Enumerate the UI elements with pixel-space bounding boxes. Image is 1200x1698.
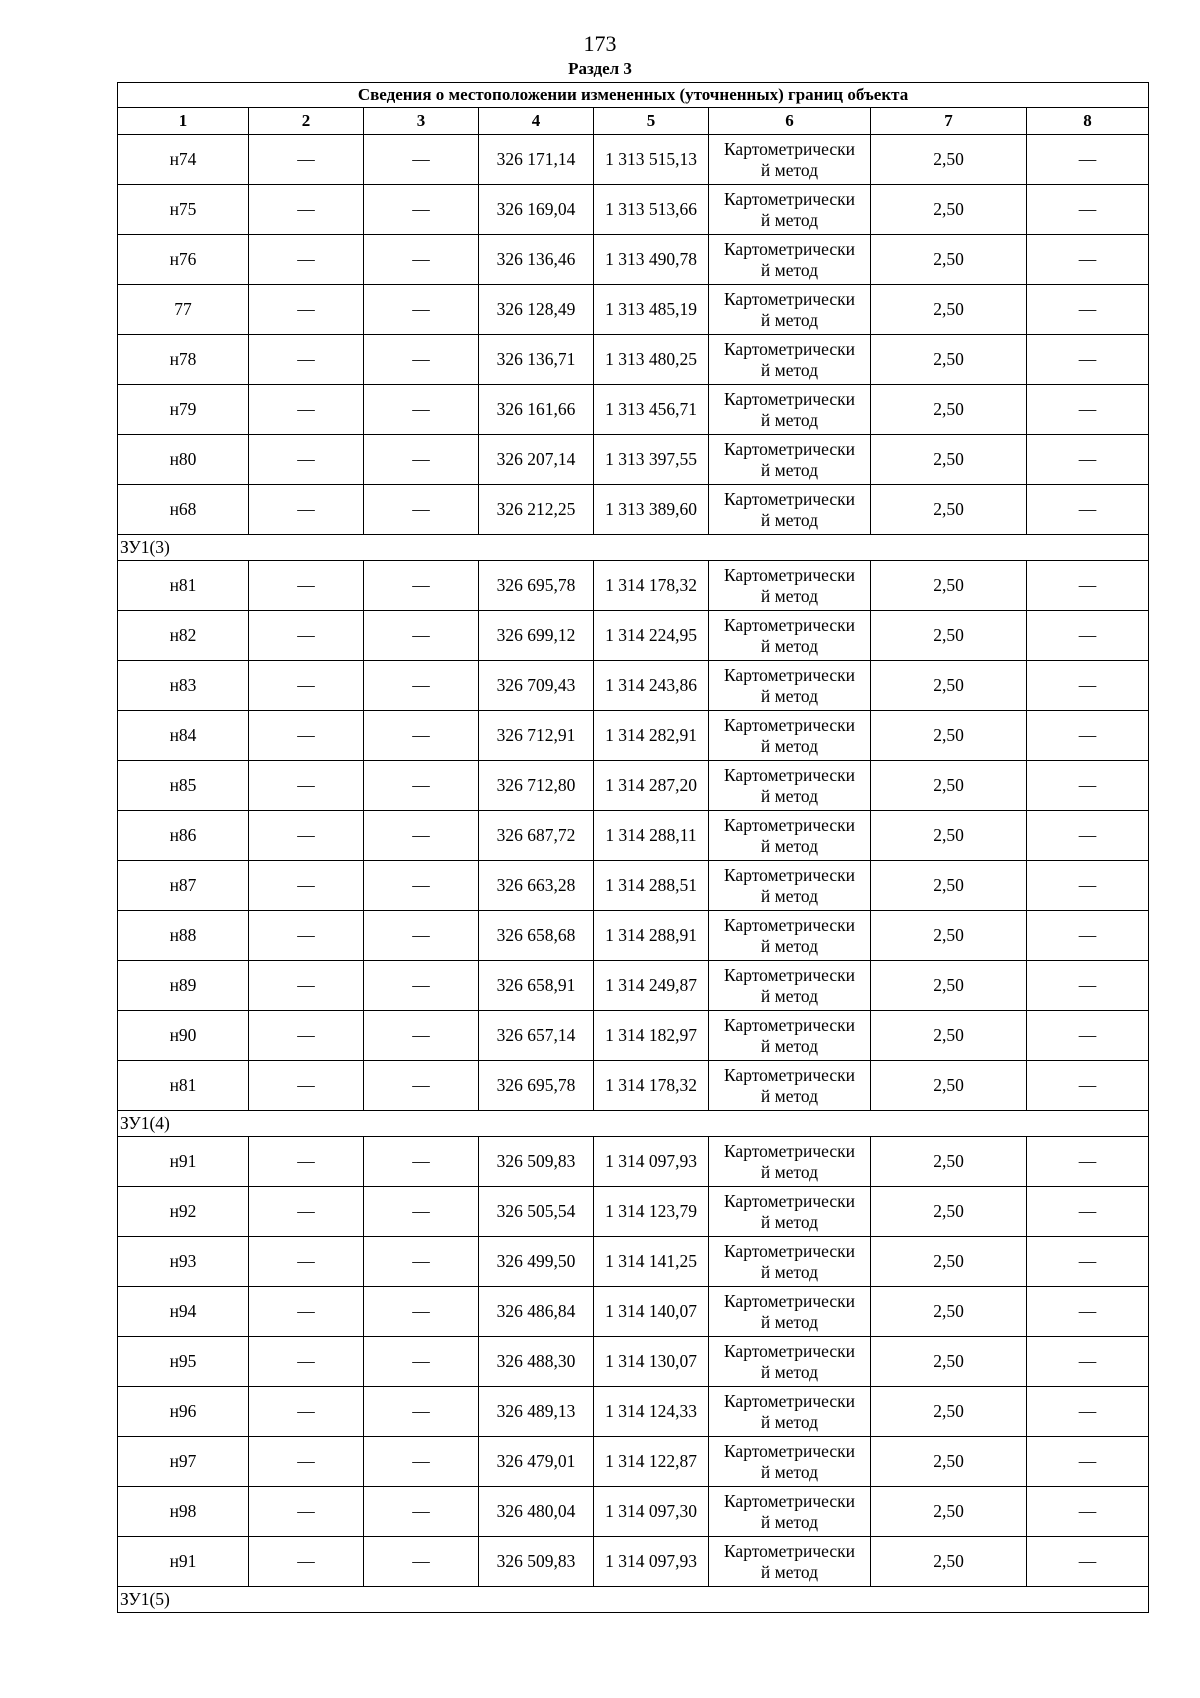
coord-y-cell: 1 314 097,93 — [594, 1537, 709, 1587]
table-row — [118, 811, 1149, 861]
point-name-cell: н90 — [118, 1011, 249, 1061]
point-name-cell: н89 — [118, 961, 249, 1011]
coord-y-cell: 1 313 485,19 — [594, 285, 709, 335]
accuracy-cell: 2,50 — [871, 485, 1027, 535]
method-cell: Картометрически й метод — [709, 811, 871, 861]
accuracy-cell: 2,50 — [871, 1437, 1027, 1487]
coord-y-cell: 1 314 288,51 — [594, 861, 709, 911]
dash-cell: — — [249, 911, 364, 961]
point-name-cell: н74 — [118, 135, 249, 185]
coord-x-cell: 326 136,71 — [479, 335, 594, 385]
dash-cell: — — [1027, 1537, 1149, 1587]
coord-x-cell: 326 695,78 — [479, 561, 594, 611]
dash-cell: — — [364, 761, 479, 811]
table-caption: Сведения о местоположении измененных (уточненных) границ объекта — [118, 83, 1149, 108]
dash-cell: — — [364, 385, 479, 435]
table-row — [118, 1011, 1149, 1061]
accuracy-cell: 2,50 — [871, 1387, 1027, 1437]
section-title: Раздел 3 — [568, 59, 632, 78]
column-number-cell: 7 — [871, 108, 1027, 135]
table-row — [118, 1387, 1149, 1437]
coord-y-cell: 1 314 287,20 — [594, 761, 709, 811]
dash-cell: — — [1027, 1061, 1149, 1111]
coord-x-cell: 326 161,66 — [479, 385, 594, 435]
dash-cell: — — [1027, 861, 1149, 911]
coord-x-cell: 326 207,14 — [479, 435, 594, 485]
table-row — [118, 185, 1149, 235]
point-name-cell: н76 — [118, 235, 249, 285]
coord-x-cell: 326 479,01 — [479, 1437, 594, 1487]
point-name-cell: н96 — [118, 1387, 249, 1437]
page-number: 173 — [583, 31, 617, 56]
method-cell: Картометрически й метод — [709, 435, 871, 485]
dash-cell: — — [1027, 385, 1149, 435]
coord-y-cell: 1 314 140,07 — [594, 1287, 709, 1337]
dash-cell: — — [249, 811, 364, 861]
coord-x-cell: 326 136,46 — [479, 235, 594, 285]
dash-cell: — — [1027, 1237, 1149, 1287]
method-cell: Картометрически й метод — [709, 1137, 871, 1187]
accuracy-cell: 2,50 — [871, 961, 1027, 1011]
accuracy-cell: 2,50 — [871, 761, 1027, 811]
dash-cell: — — [249, 861, 364, 911]
dash-cell: — — [249, 1387, 364, 1437]
dash-cell: — — [1027, 485, 1149, 535]
coord-y-cell: 1 314 224,95 — [594, 611, 709, 661]
dash-cell: — — [249, 1337, 364, 1387]
point-name-cell: н93 — [118, 1237, 249, 1287]
point-name-cell: н75 — [118, 185, 249, 235]
method-cell: Картометрически й метод — [709, 1061, 871, 1111]
dash-cell: — — [364, 1061, 479, 1111]
dash-cell: — — [249, 135, 364, 185]
column-number-cell: 8 — [1027, 108, 1149, 135]
dash-cell: — — [1027, 1437, 1149, 1487]
dash-cell: — — [249, 661, 364, 711]
column-number-cell: 5 — [594, 108, 709, 135]
dash-cell: — — [1027, 561, 1149, 611]
table-row — [118, 911, 1149, 961]
coord-x-cell: 326 709,43 — [479, 661, 594, 711]
accuracy-cell: 2,50 — [871, 285, 1027, 335]
accuracy-cell: 2,50 — [871, 135, 1027, 185]
accuracy-cell: 2,50 — [871, 335, 1027, 385]
point-name-cell: н97 — [118, 1437, 249, 1487]
method-cell: Картометрически й метод — [709, 285, 871, 335]
dash-cell: — — [249, 235, 364, 285]
method-cell: Картометрически й метод — [709, 761, 871, 811]
method-cell: Картометрически й метод — [709, 485, 871, 535]
method-cell: Картометрически й метод — [709, 335, 871, 385]
point-name-cell: н81 — [118, 1061, 249, 1111]
column-number-cell: 4 — [479, 108, 594, 135]
accuracy-cell: 2,50 — [871, 861, 1027, 911]
dash-cell: — — [1027, 1487, 1149, 1537]
table-row — [118, 1437, 1149, 1487]
dash-cell: — — [1027, 185, 1149, 235]
table-row — [118, 1287, 1149, 1337]
accuracy-cell: 2,50 — [871, 1487, 1027, 1537]
table-row — [118, 861, 1149, 911]
dash-cell: — — [1027, 661, 1149, 711]
accuracy-cell: 2,50 — [871, 1237, 1027, 1287]
method-cell: Картометрически й метод — [709, 185, 871, 235]
dash-cell: — — [364, 661, 479, 711]
coord-y-cell: 1 314 097,93 — [594, 1137, 709, 1187]
coord-y-cell: 1 314 288,91 — [594, 911, 709, 961]
dash-cell: — — [364, 711, 479, 761]
coord-x-cell: 326 128,49 — [479, 285, 594, 335]
table-row — [118, 961, 1149, 1011]
table-row — [118, 1187, 1149, 1237]
method-cell: Картометрически й метод — [709, 385, 871, 435]
point-name-cell: н82 — [118, 611, 249, 661]
coord-y-cell: 1 313 456,71 — [594, 385, 709, 435]
coord-y-cell: 1 314 097,30 — [594, 1487, 709, 1537]
coord-x-cell: 326 658,68 — [479, 911, 594, 961]
accuracy-cell: 2,50 — [871, 435, 1027, 485]
dash-cell: — — [1027, 1187, 1149, 1237]
point-name-cell: н86 — [118, 811, 249, 861]
dash-cell: — — [364, 1011, 479, 1061]
group-row — [118, 1111, 1149, 1137]
dash-cell: — — [1027, 335, 1149, 385]
dash-cell: — — [364, 1437, 479, 1487]
point-name-cell: н84 — [118, 711, 249, 761]
accuracy-cell: 2,50 — [871, 561, 1027, 611]
coord-x-cell: 326 699,12 — [479, 611, 594, 661]
point-name-cell: н95 — [118, 1337, 249, 1387]
dash-cell: — — [364, 861, 479, 911]
dash-cell: — — [1027, 611, 1149, 661]
coord-y-cell: 1 314 141,25 — [594, 1237, 709, 1287]
point-name-cell: н87 — [118, 861, 249, 911]
point-name-cell: 77 — [118, 285, 249, 335]
accuracy-cell: 2,50 — [871, 661, 1027, 711]
table-row — [118, 135, 1149, 185]
dash-cell: — — [364, 1187, 479, 1237]
method-cell: Картометрически й метод — [709, 861, 871, 911]
dash-cell: — — [249, 435, 364, 485]
method-cell: Картометрически й метод — [709, 235, 871, 285]
table-body — [118, 83, 1149, 1613]
accuracy-cell: 2,50 — [871, 1537, 1027, 1587]
dash-cell: — — [364, 435, 479, 485]
dash-cell: — — [249, 385, 364, 435]
table-row — [118, 1537, 1149, 1587]
coord-x-cell: 326 509,83 — [479, 1137, 594, 1187]
coord-x-cell: 326 509,83 — [479, 1537, 594, 1587]
column-number-cell: 2 — [249, 108, 364, 135]
dash-cell: — — [364, 185, 479, 235]
table-row — [118, 611, 1149, 661]
point-name-cell: н92 — [118, 1187, 249, 1237]
method-cell: Картометрически й метод — [709, 1537, 871, 1587]
coord-x-cell: 326 687,72 — [479, 811, 594, 861]
table-caption-row — [118, 83, 1149, 108]
coord-y-cell: 1 314 122,87 — [594, 1437, 709, 1487]
point-name-cell: н88 — [118, 911, 249, 961]
point-name-cell: н78 — [118, 335, 249, 385]
coord-x-cell: 326 663,28 — [479, 861, 594, 911]
dash-cell: — — [249, 485, 364, 535]
table-row — [118, 435, 1149, 485]
dash-cell: — — [249, 285, 364, 335]
dash-cell: — — [364, 1337, 479, 1387]
dash-cell: — — [364, 235, 479, 285]
accuracy-cell: 2,50 — [871, 185, 1027, 235]
coord-x-cell: 326 695,78 — [479, 1061, 594, 1111]
dash-cell: — — [249, 1437, 364, 1487]
accuracy-cell: 2,50 — [871, 911, 1027, 961]
accuracy-cell: 2,50 — [871, 1061, 1027, 1111]
method-cell: Картометрически й метод — [709, 135, 871, 185]
dash-cell: — — [249, 1537, 364, 1587]
dash-cell: — — [1027, 811, 1149, 861]
column-number-cell: 1 — [118, 108, 249, 135]
dash-cell: — — [364, 1487, 479, 1537]
dash-cell: — — [364, 911, 479, 961]
table-row — [118, 661, 1149, 711]
group-label: ЗУ1(4) — [118, 1111, 1149, 1137]
table-row — [118, 761, 1149, 811]
dash-cell: — — [1027, 911, 1149, 961]
table-row — [118, 1487, 1149, 1537]
coord-y-cell: 1 314 288,11 — [594, 811, 709, 861]
dash-cell: — — [1027, 135, 1149, 185]
coord-x-cell: 326 499,50 — [479, 1237, 594, 1287]
point-name-cell: н91 — [118, 1537, 249, 1587]
dash-cell: — — [1027, 285, 1149, 335]
point-name-cell: н68 — [118, 485, 249, 535]
coord-y-cell: 1 313 397,55 — [594, 435, 709, 485]
method-cell: Картометрически й метод — [709, 1387, 871, 1437]
method-cell: Картометрически й метод — [709, 561, 871, 611]
dash-cell: — — [249, 1011, 364, 1061]
dash-cell: — — [364, 1287, 479, 1337]
dash-cell: — — [249, 611, 364, 661]
coord-y-cell: 1 314 130,07 — [594, 1337, 709, 1387]
coord-y-cell: 1 314 243,86 — [594, 661, 709, 711]
method-cell: Картометрически й метод — [709, 1287, 871, 1337]
table-row — [118, 1061, 1149, 1111]
group-label: ЗУ1(3) — [118, 535, 1149, 561]
coord-y-cell: 1 313 389,60 — [594, 485, 709, 535]
accuracy-cell: 2,50 — [871, 235, 1027, 285]
dash-cell: — — [249, 185, 364, 235]
method-cell: Картометрически й метод — [709, 1437, 871, 1487]
dash-cell: — — [364, 1537, 479, 1587]
accuracy-cell: 2,50 — [871, 811, 1027, 861]
coord-y-cell: 1 314 124,33 — [594, 1387, 709, 1437]
coord-x-cell: 326 486,84 — [479, 1287, 594, 1337]
method-cell: Картометрически й метод — [709, 911, 871, 961]
dash-cell: — — [364, 561, 479, 611]
point-name-cell: н94 — [118, 1287, 249, 1337]
column-number-row — [118, 108, 1149, 135]
boundary-coordinates-table — [117, 82, 1149, 1613]
dash-cell: — — [1027, 235, 1149, 285]
dash-cell: — — [249, 961, 364, 1011]
coord-y-cell: 1 313 515,13 — [594, 135, 709, 185]
table-row — [118, 335, 1149, 385]
point-name-cell: н85 — [118, 761, 249, 811]
method-cell: Картометрически й метод — [709, 711, 871, 761]
accuracy-cell: 2,50 — [871, 1011, 1027, 1061]
coord-y-cell: 1 314 282,91 — [594, 711, 709, 761]
coord-x-cell: 326 712,91 — [479, 711, 594, 761]
coord-y-cell: 1 313 480,25 — [594, 335, 709, 385]
coord-y-cell: 1 314 178,32 — [594, 561, 709, 611]
dash-cell: — — [364, 1237, 479, 1287]
coord-x-cell: 326 171,14 — [479, 135, 594, 185]
coord-y-cell: 1 314 178,32 — [594, 1061, 709, 1111]
dash-cell: — — [364, 961, 479, 1011]
coord-y-cell: 1 314 249,87 — [594, 961, 709, 1011]
method-cell: Картометрически й метод — [709, 1337, 871, 1387]
table-row — [118, 711, 1149, 761]
dash-cell: — — [249, 1487, 364, 1537]
coord-x-cell: 326 505,54 — [479, 1187, 594, 1237]
coord-x-cell: 326 658,91 — [479, 961, 594, 1011]
point-name-cell: н91 — [118, 1137, 249, 1187]
accuracy-cell: 2,50 — [871, 1137, 1027, 1187]
coord-y-cell: 1 314 182,97 — [594, 1011, 709, 1061]
accuracy-cell: 2,50 — [871, 1337, 1027, 1387]
method-cell: Картометрически й метод — [709, 661, 871, 711]
table-row — [118, 235, 1149, 285]
table-row — [118, 1337, 1149, 1387]
column-number-cell: 3 — [364, 108, 479, 135]
group-row — [118, 1587, 1149, 1613]
dash-cell: — — [1027, 711, 1149, 761]
dash-cell: — — [249, 711, 364, 761]
method-cell: Картометрически й метод — [709, 1237, 871, 1287]
method-cell: Картометрически й метод — [709, 1011, 871, 1061]
dash-cell: — — [249, 561, 364, 611]
coord-y-cell: 1 313 513,66 — [594, 185, 709, 235]
method-cell: Картометрически й метод — [709, 961, 871, 1011]
table-row — [118, 1237, 1149, 1287]
table-row — [118, 385, 1149, 435]
dash-cell: — — [364, 1387, 479, 1437]
point-name-cell: н79 — [118, 385, 249, 435]
dash-cell: — — [364, 811, 479, 861]
dash-cell: — — [1027, 961, 1149, 1011]
dash-cell: — — [1027, 1387, 1149, 1437]
table-row — [118, 485, 1149, 535]
dash-cell: — — [364, 611, 479, 661]
dash-cell: — — [1027, 1337, 1149, 1387]
dash-cell: — — [1027, 435, 1149, 485]
point-name-cell: н81 — [118, 561, 249, 611]
dash-cell: — — [249, 1061, 364, 1111]
dash-cell: — — [364, 485, 479, 535]
dash-cell: — — [249, 335, 364, 385]
dash-cell: — — [364, 1137, 479, 1187]
method-cell: Картометрически й метод — [709, 1187, 871, 1237]
accuracy-cell: 2,50 — [871, 385, 1027, 435]
coord-x-cell: 326 488,30 — [479, 1337, 594, 1387]
accuracy-cell: 2,50 — [871, 1187, 1027, 1237]
method-cell: Картометрически й метод — [709, 611, 871, 661]
coord-x-cell: 326 480,04 — [479, 1487, 594, 1537]
point-name-cell: н80 — [118, 435, 249, 485]
method-cell: Картометрически й метод — [709, 1487, 871, 1537]
dash-cell: — — [249, 1187, 364, 1237]
point-name-cell: н98 — [118, 1487, 249, 1537]
accuracy-cell: 2,50 — [871, 611, 1027, 661]
point-name-cell: н83 — [118, 661, 249, 711]
table-row — [118, 1137, 1149, 1187]
table-row — [118, 285, 1149, 335]
accuracy-cell: 2,50 — [871, 711, 1027, 761]
table-row — [118, 561, 1149, 611]
coord-x-cell: 326 169,04 — [479, 185, 594, 235]
dash-cell: — — [1027, 1011, 1149, 1061]
dash-cell: — — [1027, 1137, 1149, 1187]
dash-cell: — — [364, 335, 479, 385]
coord-y-cell: 1 313 490,78 — [594, 235, 709, 285]
dash-cell: — — [1027, 1287, 1149, 1337]
accuracy-cell: 2,50 — [871, 1287, 1027, 1337]
dash-cell: — — [249, 1237, 364, 1287]
group-row — [118, 535, 1149, 561]
dash-cell: — — [249, 1287, 364, 1337]
dash-cell: — — [364, 285, 479, 335]
dash-cell: — — [249, 1137, 364, 1187]
coord-x-cell: 326 712,80 — [479, 761, 594, 811]
dash-cell: — — [1027, 761, 1149, 811]
group-label: ЗУ1(5) — [118, 1587, 1149, 1613]
coord-x-cell: 326 657,14 — [479, 1011, 594, 1061]
coord-x-cell: 326 489,13 — [479, 1387, 594, 1437]
coord-x-cell: 326 212,25 — [479, 485, 594, 535]
dash-cell: — — [249, 761, 364, 811]
coord-y-cell: 1 314 123,79 — [594, 1187, 709, 1237]
column-number-cell: 6 — [709, 108, 871, 135]
dash-cell: — — [364, 135, 479, 185]
